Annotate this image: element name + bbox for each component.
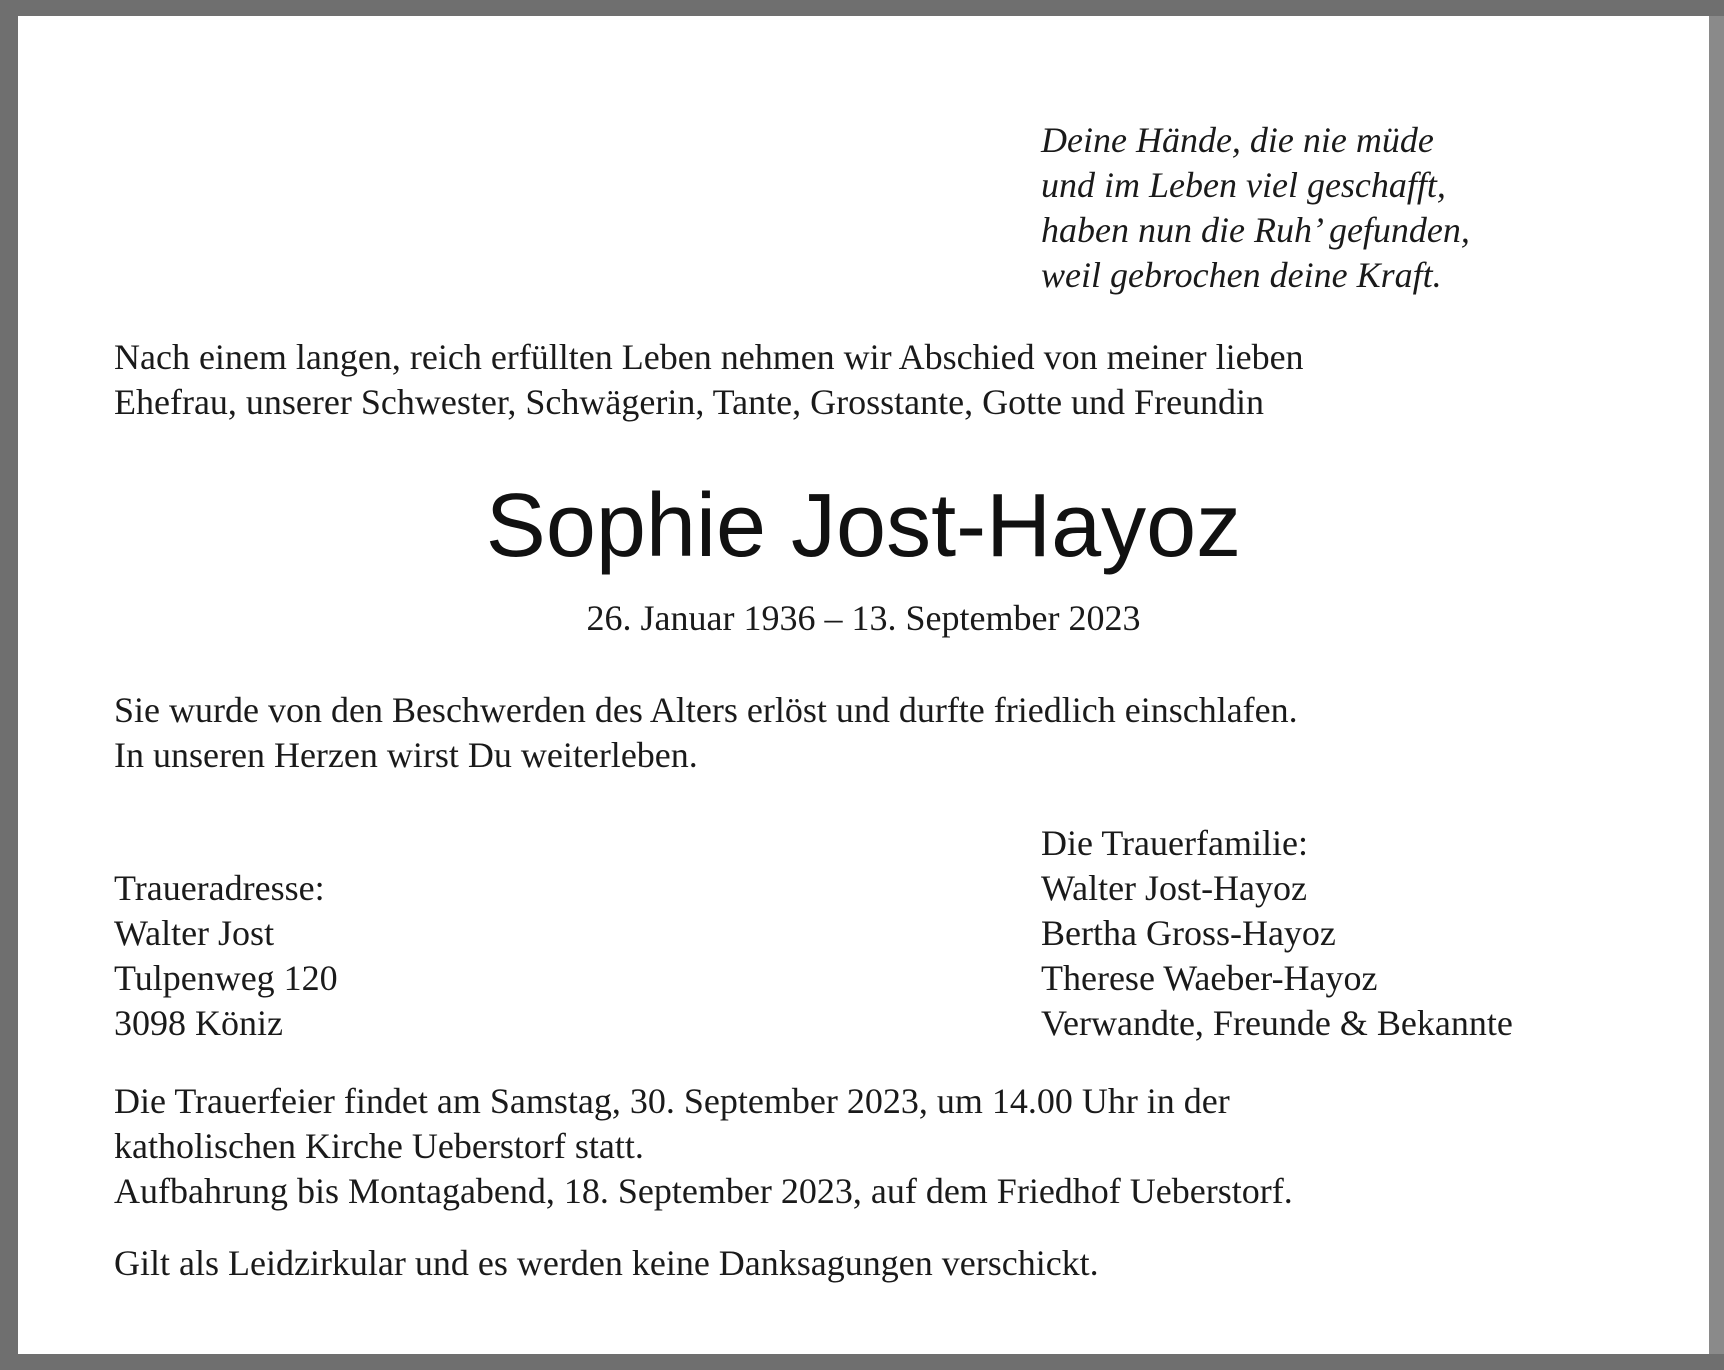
family-member: Verwandte, Freunde & Bekannte [1041, 1003, 1513, 1043]
intro-line: Ehefrau, unserer Schwester, Schwägerin, Tante, Grosstante, Gotte und Freundin [114, 382, 1265, 422]
address-line: 3098 Köniz [114, 1003, 283, 1043]
relief-line: Sie wurde von den Beschwerden des Alters erlöst und durfte friedlich einschlafen. [114, 690, 1298, 730]
life-dates: 26. Januar 1936 – 13. September 2023 [586, 598, 1141, 638]
memorial-poem [1041, 118, 1470, 298]
poem-line: und im Leben viel geschafft, [1041, 165, 1446, 205]
deceased-name: Sophie Jost-Hayoz [485, 476, 1242, 576]
mourning-address [114, 866, 338, 1046]
family-heading: Die Trauerfamilie: [1041, 823, 1308, 863]
ceremony-line: Aufbahrung bis Montagabend, 18. September 2023, auf dem Friedhof Ueberstorf. [114, 1171, 1293, 1211]
family-member: Therese Waeber-Hayoz [1041, 958, 1378, 998]
poem-line: Deine Hände, die nie müde [1041, 120, 1434, 160]
intro-paragraph [114, 335, 1304, 425]
family-member: Walter Jost-Hayoz [1041, 868, 1308, 908]
family-member: Bertha Gross-Hayoz [1041, 913, 1336, 953]
scrollbar[interactable] [1709, 16, 1724, 1354]
ceremony-line: katholischen Kirche Ueberstorf statt. [114, 1126, 644, 1166]
relief-line: In unseren Herzen wirst Du weiterleben. [114, 735, 698, 775]
mourning-family [1041, 821, 1513, 1046]
obituary-page [18, 16, 1709, 1354]
intro-line: Nach einem langen, reich erfüllten Leben nehmen wir Abschied von meiner lieben [114, 337, 1304, 377]
ceremony-paragraph [114, 1079, 1293, 1214]
address-line: Walter Jost [114, 913, 275, 953]
address-line: Tulpenweg 120 [114, 958, 338, 998]
relief-paragraph [114, 688, 1298, 778]
poem-line: weil gebrochen deine Kraft. [1041, 255, 1442, 295]
ceremony-line: Die Trauerfeier findet am Samstag, 30. September 2023, um 14.00 Uhr in der [114, 1081, 1230, 1121]
address-heading: Traueradresse: [114, 868, 325, 908]
poem-line: haben nun die Ruh’ gefunden, [1041, 210, 1470, 250]
circular-notice: Gilt als Leidzirkular und es werden keine Danksagungen verschickt. [114, 1243, 1099, 1283]
